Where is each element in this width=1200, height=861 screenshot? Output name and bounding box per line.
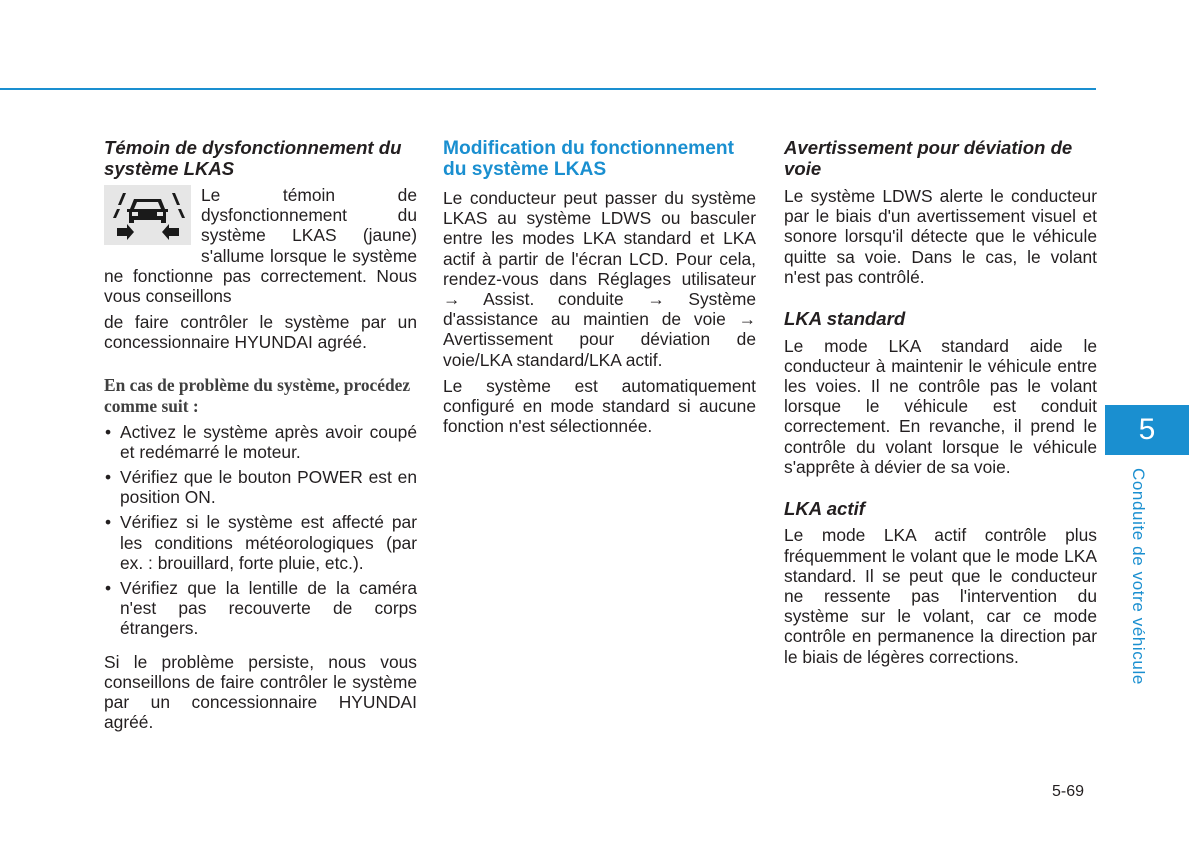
lka-standard-paragraph: Le mode LKA standard aide le conducteur à maintenir le véhicule entre les voies. Il ne contrôle pas le volant lorsque le véhicule est conduit correctement. En revanche, il prend le contrôle du volant lorsque le véhicule s'apprête à dévier de sa voie. bbox=[784, 335, 1097, 477]
heading-lkas-modification: Modification du fonctionnement du système LKAS bbox=[443, 138, 734, 180]
ldws-paragraph: Le système LDWS alerte le conducteur par le biais d'un avertissement visuel et sonore lorsqu'il détecte que le véhicule quitte sa voie. Dans le cas, le volant n'est pas contrôlé. bbox=[784, 186, 1097, 287]
malfunction-paragraph: Le témoin de dysfonctionnement du système LKAS (jaune) s'allume lorsque le système ne fonctionne pas correctement. Nous vous conseillons bbox=[104, 185, 417, 307]
column-1 bbox=[104, 138, 417, 732]
heading-lkas-malfunction: Témoin de dysfonctionnement du système LKAS bbox=[104, 137, 402, 179]
list-item: • Vérifiez que le bouton POWER est en position ON. bbox=[104, 467, 417, 507]
list-item: • Vérifiez si le système est affecté par les conditions météorologiques (par ex. : brouillard, forte pluie, etc.). bbox=[104, 512, 417, 573]
heading-lka-actif: LKA actif bbox=[784, 497, 865, 519]
page-number: 5-69 bbox=[1052, 783, 1085, 800]
chapter-label bbox=[1127, 468, 1149, 685]
top-rule bbox=[0, 88, 1096, 90]
column-2 bbox=[443, 138, 756, 436]
heading-lka-standard: LKA standard bbox=[784, 308, 906, 330]
default-mode-paragraph: Le système est automatiquement configuré en mode standard si aucune fonction n'est sélectionnée. bbox=[443, 375, 756, 437]
list-item: • Vérifiez que la lentille de la caméra n'est pas recouverte de corps étrangers. bbox=[104, 578, 417, 639]
chapter-label-text: Conduite de votre véhicule bbox=[1129, 468, 1148, 685]
lkas-warning-icon bbox=[104, 185, 191, 245]
malfunction-paragraph-cont: de faire contrôler le système par un concessionnaire HYUNDAI agréé. bbox=[104, 312, 417, 353]
chapter-tab: 5 bbox=[1105, 405, 1189, 455]
heading-lane-departure-warning: Avertissement pour déviation de voie bbox=[784, 137, 1073, 179]
modification-paragraph: Le conducteur peut passer du système LKAS au système LDWS ou basculer entre les modes LKA standard et LKA actif à partir de l'écran LCD. Pour cela, rendez-vous dans Réglages utilisateur → Assist. conduite → Système d'assistance au maintien de voie → Avertissement pour déviation de voie/LKA standard/LKA actif. bbox=[443, 188, 756, 370]
troubleshoot-heading: En cas de problème du système, procédez comme suit : bbox=[104, 374, 411, 416]
closing-paragraph: Si le problème persiste, nous vous conseillons de faire contrôler le système par un concessionnaire HYUNDAI agréé. bbox=[104, 651, 417, 733]
troubleshoot-list bbox=[104, 422, 417, 639]
column-3 bbox=[784, 138, 1097, 667]
lka-actif-paragraph: Le mode LKA actif contrôle plus fréquemment le volant que le mode LKA standard. Il se peut que le conducteur ne ressente pas l'intervention du système sur le volant, car ce mode contrôle en permanence la direction par le biais de légères corrections. bbox=[784, 525, 1097, 667]
list-item: • Activez le système après avoir coupé et redémarré le moteur. bbox=[104, 422, 417, 462]
